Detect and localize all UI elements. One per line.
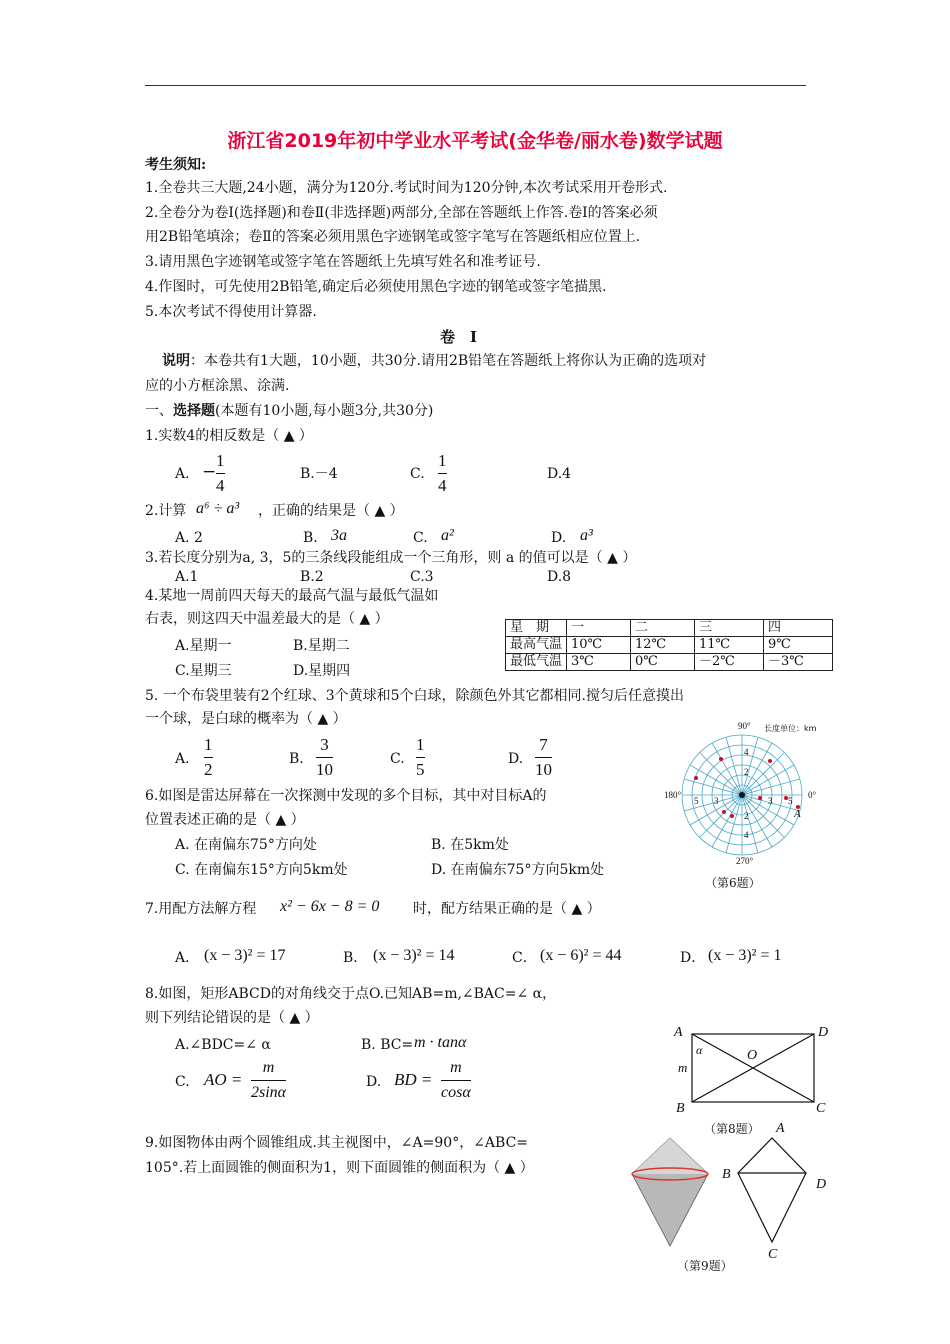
q5-b-den: 10 xyxy=(316,760,333,779)
q8-d-num: m xyxy=(450,1059,462,1076)
kite-outline xyxy=(738,1138,806,1242)
radar-target-label: A xyxy=(794,808,801,820)
vertex-b: B xyxy=(722,1167,731,1182)
table-cell: 12℃ xyxy=(631,637,695,654)
q5-c-fraction xyxy=(416,735,425,780)
table-cell: 10℃ xyxy=(567,637,631,654)
table-cell: 11℃ xyxy=(695,637,764,654)
q5-b-num: 3 xyxy=(320,735,329,754)
vertex-d: D xyxy=(816,1177,827,1192)
q6-option-d: D. 在南偏东75°方向5km处 xyxy=(431,862,605,878)
q5-option-c: C. xyxy=(390,751,405,767)
q2-option-c-value: a² xyxy=(441,527,454,544)
q6-option-c: C. 在南偏东15°方向5km处 xyxy=(175,862,348,878)
table-cell: 9℃ xyxy=(764,637,833,654)
q7-option-d: D． xyxy=(680,950,706,966)
radar-ring-label: 4 xyxy=(744,830,749,840)
vertex-a: A xyxy=(776,1121,785,1136)
q4-option-d: D.星期四 xyxy=(293,663,351,679)
q4-option-c: C.星期三 xyxy=(175,663,232,679)
q4-line-1: 4.某地一周前四天每天的最高气温与最低气温如 xyxy=(145,588,439,604)
q2-option-d-value: a³ xyxy=(580,527,593,544)
section-title: 卷 Ⅰ xyxy=(440,328,478,346)
q7-option-b-value: (x − 3)² = 14 xyxy=(373,947,455,964)
target-dot xyxy=(758,796,762,800)
notice-line-2a: 2.全卷分为卷Ⅰ(选择题)和卷Ⅱ(非选择题)两部分,全部在答题纸上作答.卷Ⅰ的答案必须 xyxy=(145,205,658,221)
radar-label-180: 180° xyxy=(664,790,682,800)
q5-option-d: D. xyxy=(508,751,524,767)
q8-line-2: 则下列结论错误的是（ ▲ ） xyxy=(145,1010,319,1026)
table-cell: 四 xyxy=(764,620,833,637)
target-dot xyxy=(730,814,734,818)
q2-option-b: B. xyxy=(303,530,318,546)
radar-ring-label: 3 xyxy=(714,796,719,806)
table-cell: －2℃ xyxy=(695,654,764,671)
q2-option-b-value: 3a xyxy=(331,527,347,544)
radar-center xyxy=(739,792,745,798)
q5-a-fraction xyxy=(204,735,213,780)
q8-option-b: B. BC= xyxy=(361,1037,414,1053)
q3-option-c: C.3 xyxy=(410,569,434,585)
notice-line-5: 5.本次考试不得使用计算器. xyxy=(145,304,317,320)
table-cell: 二 xyxy=(631,620,695,637)
table-cell: －3℃ xyxy=(764,654,833,671)
notice-line-3: 3.请用黑色字迹钢笔或签字笔在答题纸上先填写姓名和准考证号. xyxy=(145,254,541,270)
top-rule xyxy=(145,85,806,86)
q4-option-b: B.星期二 xyxy=(293,638,350,654)
q8-option-d-lhs: BD = xyxy=(394,1070,433,1089)
q5-b-fraction xyxy=(316,735,333,780)
q5-line-1: 5. 一个布袋里装有2个红球、3个黄球和5个白球，除颜色外其它都相同.搅匀后任意摸出 xyxy=(145,688,684,704)
q1-c-num: 1 xyxy=(438,451,447,470)
q2-stem-a: 2.计算 xyxy=(145,503,187,519)
q8-c-den: 2sinα xyxy=(251,1084,287,1101)
q7-equation: x² − 6x − 8 = 0 xyxy=(280,898,380,915)
q5-d-den: 10 xyxy=(535,760,552,779)
q1-a-num: 1 xyxy=(216,451,225,470)
radar-unit: 长度单位：km xyxy=(764,724,817,733)
explain-line-2: 应的小方框涂黑、涂满. xyxy=(145,378,290,394)
q7-option-a-value: (x − 3)² = 17 xyxy=(204,947,286,964)
double-cone-solid xyxy=(626,1134,726,1254)
q4-line-2: 右表，则这四天中温差最大的是（ ▲ ） xyxy=(145,611,389,627)
q5-line-2: 一个球，是白球的概率为（ ▲ ） xyxy=(145,711,347,727)
notice-line-4: 4.作图时，可先使用2B铅笔,确定后必须使用黑色字迹的钢笔或签字笔描黑. xyxy=(145,279,607,295)
q3-option-a: A.1 xyxy=(175,569,199,585)
q5-option-a: A. xyxy=(175,751,190,767)
q1-option-c: C. xyxy=(410,466,425,482)
q7-stem-a: 7.用配方法解方程 xyxy=(145,901,257,917)
radar-ring-label: 2 xyxy=(744,767,749,777)
q5-a-den: 2 xyxy=(204,760,213,779)
notice-line-1: 1.全卷共三大题,24小题，满分为120分.考试时间为120分钟,本次考试采用开卷形式. xyxy=(145,180,668,196)
q2-option-d: D. xyxy=(551,530,567,546)
side-m: m xyxy=(678,1060,688,1075)
q8-d-fraction xyxy=(441,1058,471,1103)
q5-c-den: 5 xyxy=(416,760,425,779)
q8-option-d: D. xyxy=(366,1074,382,1090)
q8-option-a: A.∠BDC=∠ α xyxy=(175,1037,271,1053)
q5-c-num: 1 xyxy=(416,735,425,754)
part1-heading xyxy=(145,402,433,420)
target-dot xyxy=(768,759,772,763)
explain-label: 说明 xyxy=(162,353,190,369)
q1-minus: − xyxy=(202,462,217,482)
q1-c-fraction xyxy=(438,451,447,496)
q3-option-d: D.8 xyxy=(547,569,572,585)
explain-text: ：本卷共有1大题，10小题，共30分.请用2B铅笔在答题纸上将你认为正确的选项对 xyxy=(190,353,707,369)
radar-ring-label: 2 xyxy=(744,811,749,821)
q9-line-2: 105°.若上面圆锥的侧面积为1，则下面圆锥的侧面积为（ ▲ ） xyxy=(145,1160,534,1176)
point-o: O xyxy=(747,1048,758,1063)
table-cell: 一 xyxy=(567,620,631,637)
radar-ring-label: 5 xyxy=(788,796,793,806)
q8-option-c: C. xyxy=(175,1074,190,1090)
table-row xyxy=(506,637,833,654)
q1-stem: 1.实数4的相反数是（ ▲ ） xyxy=(145,428,313,444)
q2-expression: a⁶ ÷ a³ xyxy=(196,500,240,517)
q8-d-den: cosα xyxy=(441,1084,471,1101)
q5-option-b: B. xyxy=(289,751,304,767)
vertex-c: C xyxy=(816,1101,826,1116)
table-cell: 星 期 xyxy=(506,620,567,637)
q3-stem: 3.若长度分别为a, 3，5的三条线段能组成一个三角形，则 a 的值可以是（ ▲ ） xyxy=(145,550,637,566)
vertex-d: D xyxy=(818,1025,829,1040)
part1-label: 选择题 xyxy=(173,403,215,419)
q1-a-fraction xyxy=(216,451,225,496)
q8-c-fraction xyxy=(251,1058,286,1103)
radar-label-270: 270° xyxy=(736,856,754,866)
q6-option-a: A. 在南偏东75°方向处 xyxy=(175,837,317,853)
temperature-table xyxy=(505,619,833,671)
q4-option-a: A.星期一 xyxy=(175,638,232,654)
q5-d-fraction xyxy=(535,735,552,780)
q2-stem-b: ，正确的结果是（ ▲ ） xyxy=(258,503,404,519)
q1-option-a: A. xyxy=(175,466,190,482)
radar-label-90: 90° xyxy=(738,721,751,731)
table-cell: 0℃ xyxy=(631,654,695,671)
target-dot xyxy=(722,810,726,814)
q8-caption: （第8题） xyxy=(704,1122,760,1136)
q9-caption: （第9题） xyxy=(677,1259,733,1273)
page-title: 浙江省2019年初中学业水平考试(金华卷/丽水卷)数学试题 xyxy=(227,130,723,152)
q7-option-c: C． xyxy=(512,950,537,966)
part1-number: 一、 xyxy=(145,403,173,419)
table-cell: 最高气温 xyxy=(506,637,567,654)
q7-option-c-value: (x − 6)² = 44 xyxy=(540,947,622,964)
notice-line-2b: 用2B铅笔填涂；卷Ⅱ的答案必须用黑色字迹钢笔或签字笔写在答题纸相应位置上. xyxy=(145,229,641,245)
radar-ring-label: 3 xyxy=(768,796,773,806)
table-row xyxy=(506,620,833,637)
q7-stem-b: 时，配方结果正确的是（ ▲ ） xyxy=(413,901,601,917)
q2-option-c: C. xyxy=(413,530,428,546)
q1-c-den: 4 xyxy=(438,476,447,495)
q1-option-d: D.4 xyxy=(547,466,572,482)
q7-option-b: B． xyxy=(343,950,368,966)
q7-option-a: A． xyxy=(175,950,200,966)
q5-a-num: 1 xyxy=(204,735,213,754)
q1-option-b: B.－4 xyxy=(300,466,338,482)
q2-option-a: A. 2 xyxy=(175,530,203,546)
part1-note: (本题有10小题,每小题3分,共30分) xyxy=(215,403,434,419)
notice-heading: 考生须知: xyxy=(145,157,207,173)
radar-label-0: 0° xyxy=(808,790,817,800)
table-cell: 最低气温 xyxy=(506,654,567,671)
q1-a-den: 4 xyxy=(216,476,225,495)
q8-option-b-value: m · tanα xyxy=(414,1034,467,1051)
q8-line-1: 8.如图，矩形ABCD的对角线交于点O.已知AB=m,∠BAC=∠ α， xyxy=(145,986,557,1002)
q3-option-b: B.2 xyxy=(300,569,324,585)
front-view-figure xyxy=(716,1118,836,1263)
q5-d-num: 7 xyxy=(539,735,548,754)
q8-c-num: m xyxy=(262,1059,275,1076)
table-row xyxy=(506,654,833,671)
q6-line-1: 6.如图是雷达屏幕在一次探测中发现的多个目标，其中对目标A的 xyxy=(145,788,547,804)
radar-ring-label: 4 xyxy=(744,747,749,757)
vertex-b: B xyxy=(676,1101,685,1116)
target-dot xyxy=(694,776,698,780)
angle-alpha: α xyxy=(696,1043,703,1057)
rectangle-figure xyxy=(668,1018,838,1118)
table-cell: 三 xyxy=(695,620,764,637)
q7-option-d-value: (x − 3)² = 1 xyxy=(708,947,782,964)
vertex-a: A xyxy=(674,1025,683,1040)
q9-line-1: 9.如图物体由两个圆锥组成.其主视图中，∠A=90°，∠ABC= xyxy=(145,1135,529,1151)
vertex-c: C xyxy=(768,1247,778,1262)
q6-line-2: 位置表述正确的是（ ▲ ） xyxy=(145,812,305,828)
q6-caption: （第6题） xyxy=(705,876,761,890)
q6-option-b: B. 在5km处 xyxy=(431,837,509,853)
explain-line-1 xyxy=(162,352,706,370)
target-dot xyxy=(719,757,723,761)
table-cell: 3℃ xyxy=(567,654,631,671)
q8-option-c-lhs: AO = xyxy=(204,1070,243,1089)
radar-figure xyxy=(660,718,845,868)
radar-ring-label: 5 xyxy=(694,796,699,806)
